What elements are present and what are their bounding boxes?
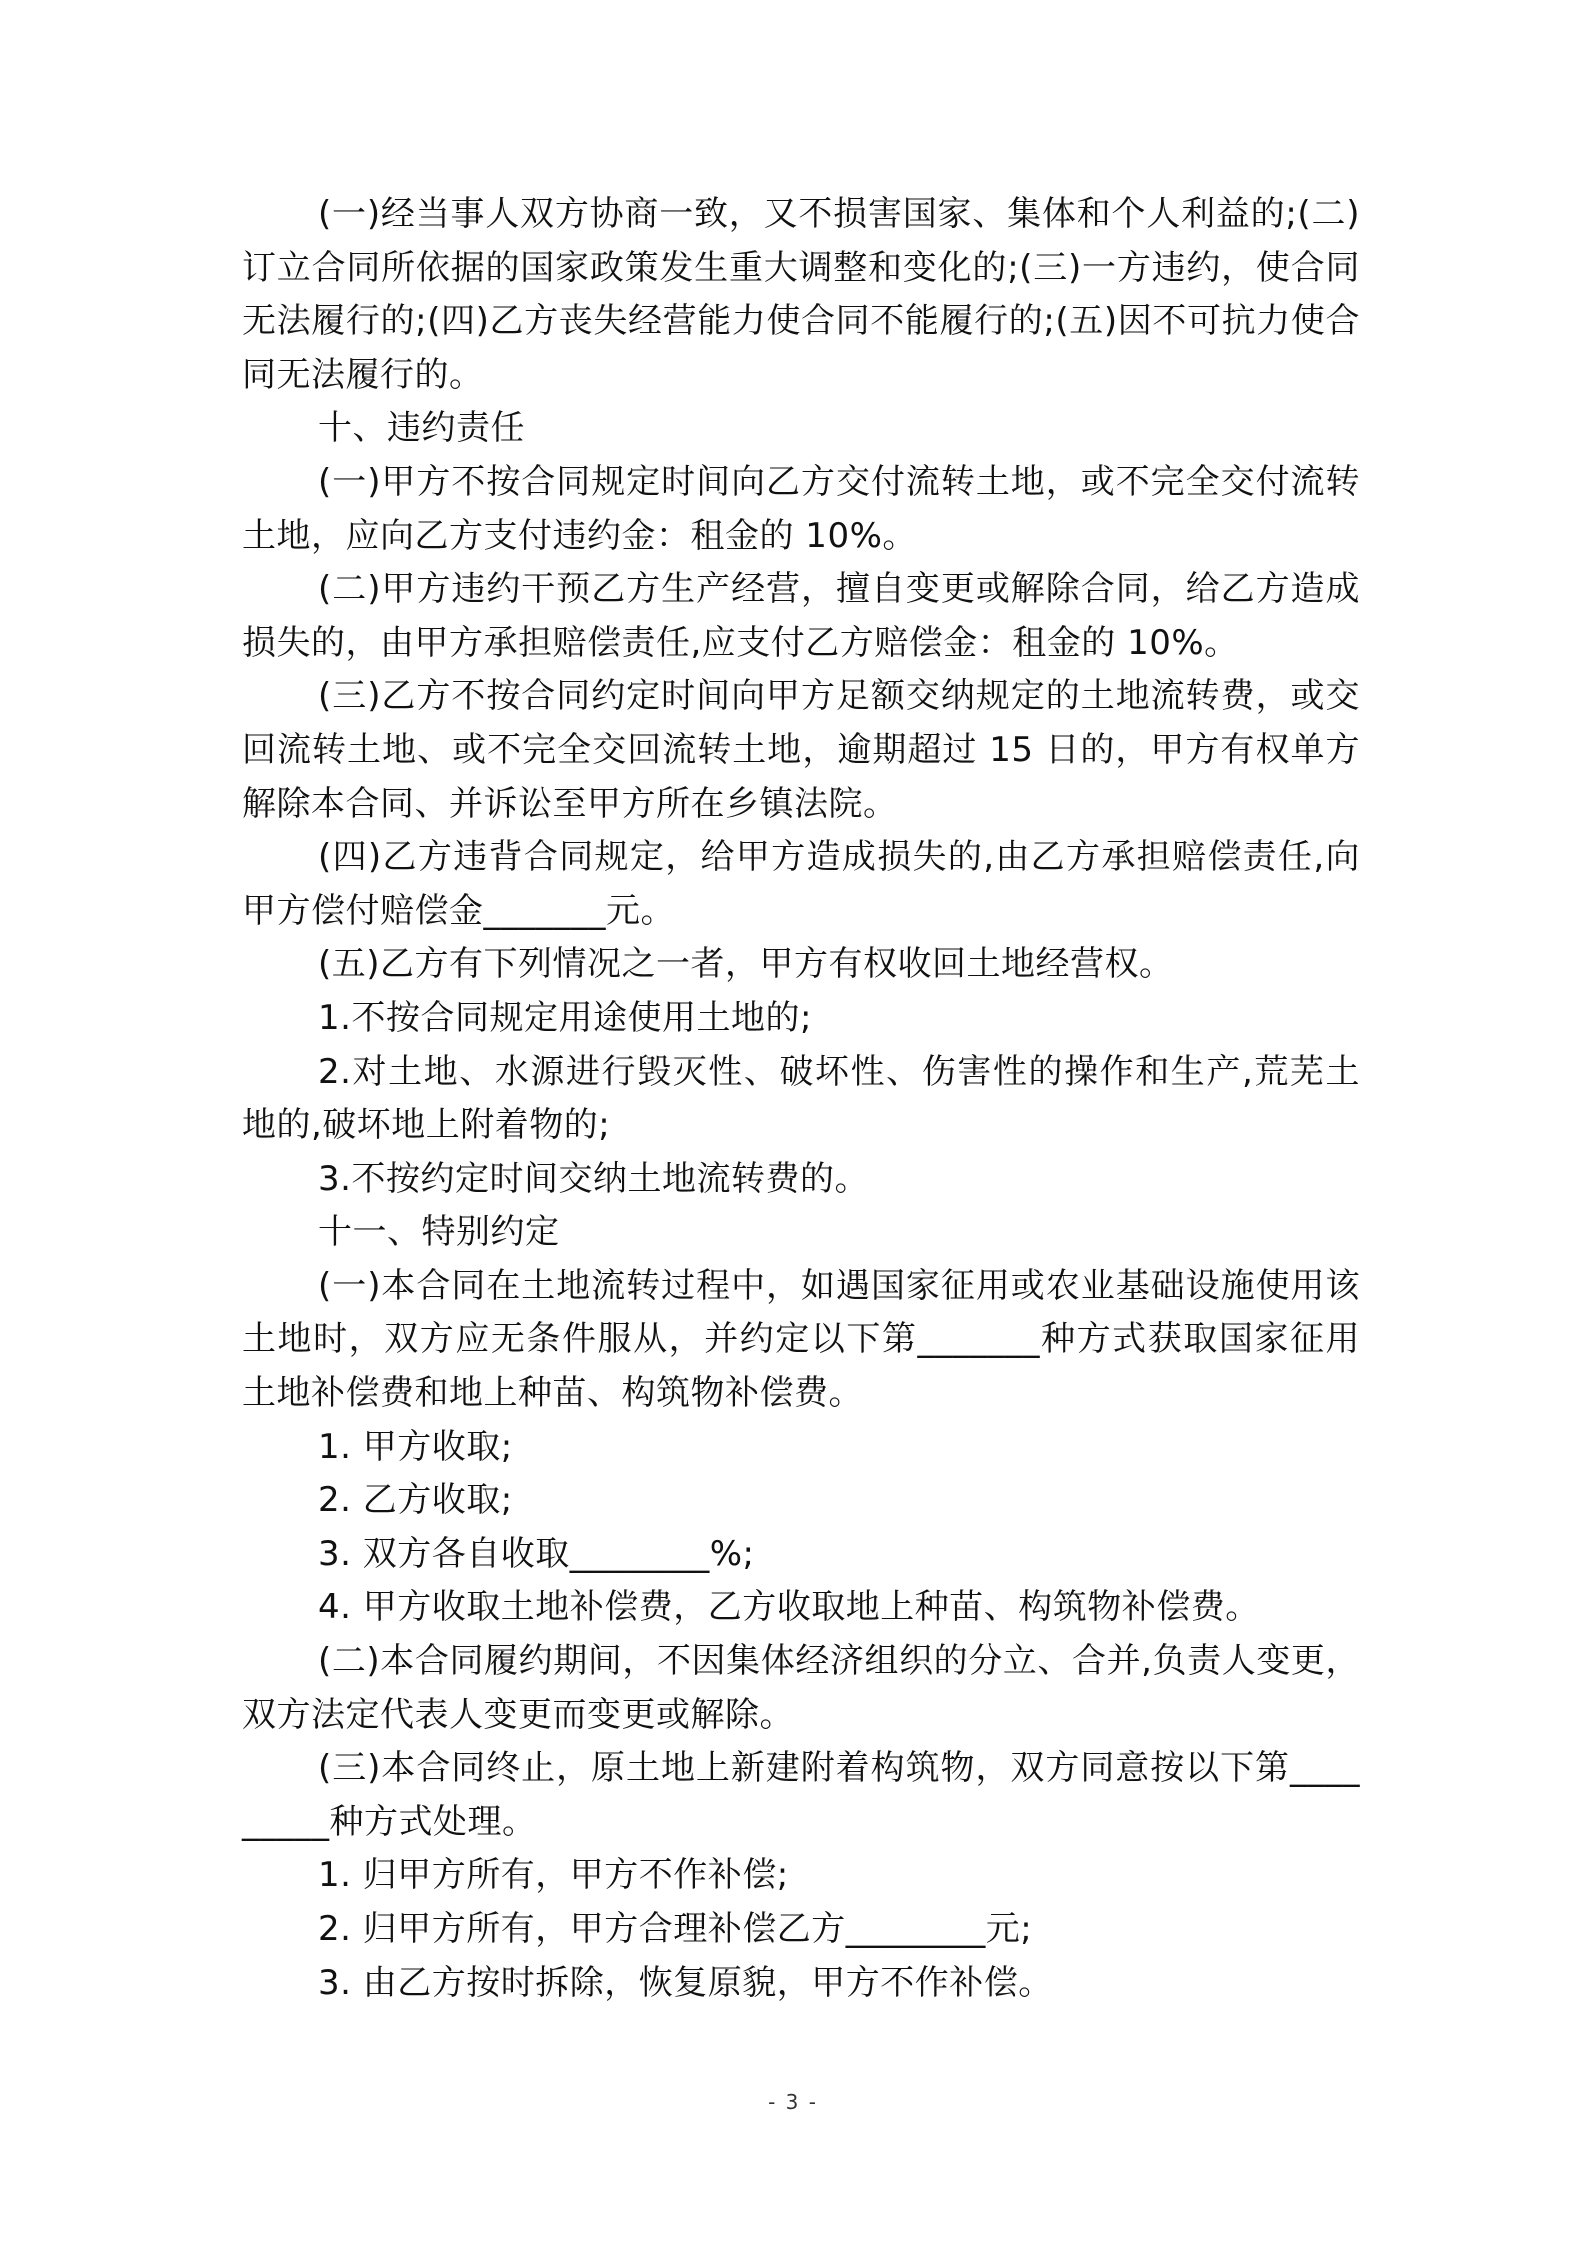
- section-heading-special-terms: 十一、特别约定: [318, 1212, 560, 1253]
- list-item-special-3-1: 1. 归甲方所有，甲方不作补偿;: [318, 1855, 789, 1896]
- list-item-special-3-3: 3. 由乙方按时拆除，恢复原貌，甲方不作补偿。: [318, 1962, 1053, 2003]
- paragraph-breach-5: (五)乙方有下列情况之一者，甲方有权收回土地经营权。: [318, 944, 1174, 985]
- list-item-special-1-2: 2. 乙方收取;: [318, 1480, 513, 1521]
- list-item-special-1-1: 1. 甲方收取;: [318, 1426, 513, 1467]
- paragraph-breach-2: (二)甲方违约干预乙方生产经营，擅自变更或解除合同，给乙方造成损失的，由甲方承担赔偿责任,应支付乙方赔偿金：租金的 10%。: [242, 569, 1360, 663]
- list-item-breach-5-1: 1.不按合同规定用途使用土地的;: [318, 997, 812, 1038]
- paragraph-breach-4: (四)乙方违背合同规定，给甲方造成损失的,由乙方承担赔偿责任,向甲方偿付赔偿金_______元。: [242, 837, 1360, 931]
- paragraph-special-1: (一)本合同在土地流转过程中，如遇国家征用或农业基础设施使用该土地时，双方应无条件服从，并约定以下第_______种方式获取国家征用土地补偿费和地上种苗、构筑物补偿费。: [242, 1265, 1360, 1414]
- page-number: - 3 -: [768, 2090, 818, 2114]
- document-body: [242, 188, 1360, 2010]
- list-item-special-1-4: 4. 甲方收取土地补偿费，乙方收取地上种苗、构筑物补偿费。: [318, 1587, 1260, 1628]
- section-heading-breach-liability: 十、违约责任: [318, 408, 525, 449]
- paragraph-special-3: (三)本合同终止，原土地上新建附着构筑物，双方同意按以下第_________种方式处理。: [242, 1748, 1360, 1842]
- paragraph-termination-conditions: (一)经当事人双方协商一致，又不损害国家、集体和个人利益的;(二)订立合同所依据的国家政策发生重大调整和变化的;(三)一方违约，使合同无法履行的;(四)乙方丧失经营能力使合同不能履行的;(五)因不可抗力使合同无法履行的。: [242, 194, 1360, 395]
- list-item-special-1-3: 3. 双方各自收取________%;: [318, 1533, 755, 1574]
- paragraph-breach-1: (一)甲方不按合同规定时间向乙方交付流转土地，或不完全交付流转土地，应向乙方支付违约金：租金的 10%。: [242, 461, 1360, 556]
- list-item-breach-5-3: 3.不按约定时间交纳土地流转费的。: [318, 1158, 869, 1199]
- paragraph-breach-3: (三)乙方不按合同约定时间向甲方足额交纳规定的土地流转费，或交回流转土地、或不完全交回流转土地，逾期超过 15 日的，甲方有权单方解除本合同、并诉讼至甲方所在乡镇法院。: [242, 676, 1360, 824]
- list-item-special-3-2: 2. 归甲方所有，甲方合理补偿乙方________元;: [318, 1909, 1033, 1949]
- paragraph-special-2: (二)本合同履约期间，不因集体经济组织的分立、合并,负责人变更，双方法定代表人变更而变更或解除。: [242, 1641, 1360, 1735]
- list-item-breach-5-2: 2.对土地、水源进行毁灭性、破坏性、伤害性的操作和生产,荒芜土地的,破坏地上附着物的;: [242, 1051, 1360, 1146]
